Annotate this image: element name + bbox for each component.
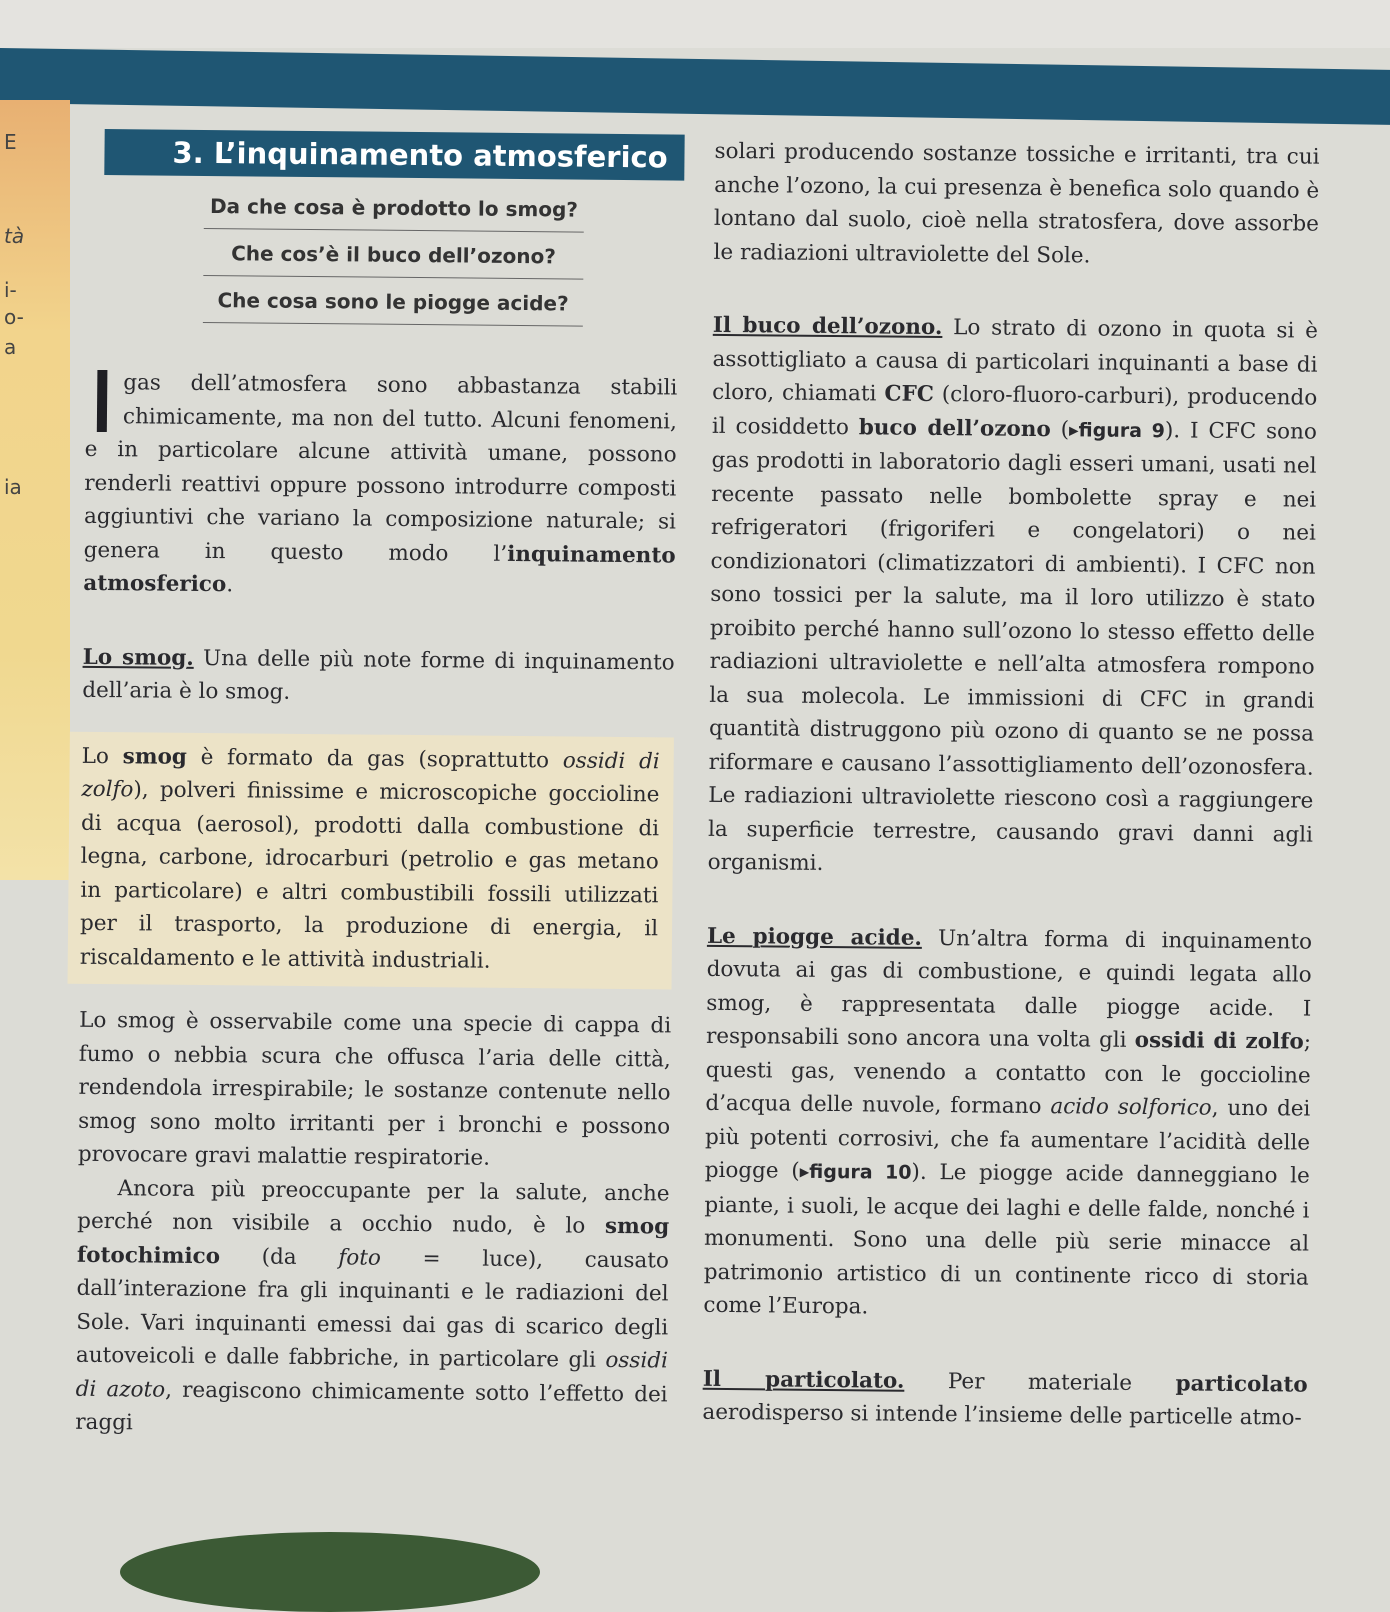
background-object xyxy=(120,1532,540,1612)
textbook-page xyxy=(0,100,1390,1577)
definition-box: Lo smog è formato da gas (soprattutto ossidi di zolfo), polveri finissime e microscopiche goccioline di acqua (aerosol), prodotti dalla combustione di legna, carbone, idrocarburi (petrolio e gas metano in particolare) e altri combustibili fossili utilizzati per il trasporto, la produzione di energia, il riscaldamento e le attività industriali. xyxy=(68,731,674,989)
key-term: ossidi di zolfo xyxy=(1134,1027,1304,1055)
drop-cap-i xyxy=(97,370,108,432)
guiding-questions xyxy=(203,190,584,335)
figure-9-reference[interactable]: ▸figura 9 xyxy=(1068,418,1166,442)
acid-rain-paragraph: Le piogge acide. Un’altra forma di inquinamento dovuta ai gas di combustione, e quindi legata allo smog, è rappresentata dalle piogge acide. I responsabili sono ancora una volta gli ossidi di zolfo; questi gas, venendo a contatto con le goccioline d’acqua delle nuvole, formano acido solforico, uno dei più potenti corrosivi, che fa aumentare l’acidità delle piogge (▸figura 10). Le piogge acide danneggiano le piante, i suoli, le acque dei laghi e delle falde, nonché i monumenti. Sono una delle più serie minacce al patrimonio artistico di un continente ricco di storia come l’Europa. xyxy=(703,923,1313,1320)
margin-letter: tà xyxy=(4,224,25,248)
key-term: smog fotochimico xyxy=(76,1213,670,1269)
margin-letter: E xyxy=(4,130,17,154)
key-term: smog xyxy=(122,743,188,770)
margin-letter: a xyxy=(4,335,17,359)
ozone-heading: Il buco dell’ozono. xyxy=(712,312,943,341)
question-item: Da che cosa è prodotto lo smog? xyxy=(204,190,584,233)
smog-heading: Lo smog. xyxy=(82,644,194,671)
right-column xyxy=(702,135,1319,1435)
particulate-paragraph: Il particolato. Per materiale particolato aerodisperso si intende l’insieme delle particelle atmo- xyxy=(702,1366,1308,1431)
intro-paragraph: gas dell’atmosfera sono abbastanza stabili chimicamente, ma non del tutto. Alcuni fenomeni, e in particolare alcune attività umane, possono renderli reattivi oppure possono introdurre composti aggiuntivi che variano la composizione naturale; si genera in questo modo l’inquinamento atmosferico. xyxy=(83,370,678,598)
key-term: CFC xyxy=(884,381,935,407)
question-item: Che cosa sono le piogge acide? xyxy=(203,284,583,327)
question-item: Che cos’è il buco dell’ozono? xyxy=(203,237,583,280)
photochemical-smog-paragraph: Ancora più preoccupante per la salute, anche perché non visibile a occhio nudo, è lo smog fotochimico (da foto = luce), causato dall’interazione fra gli inquinanti e le radiazioni del Sole. Vari inquinanti emessi dai gas di scarico degli autoveicoli e dalle fabbriche, in particolare gli ossidi di azoto, reagiscono chimicamente sotto l’effetto dei raggi xyxy=(75,1175,670,1436)
ozone-intro-paragraph: solari producendo sostanze tossiche e irritanti, tra cui anche l’ozono, la cui presenza è benefica solo quando è lontano dal suolo, cioè nella stratosfera, dove assorbe le radiazioni ultraviolette del Sole. xyxy=(713,138,1320,268)
ozone-paragraph: Il buco dell’ozono. Lo strato di ozono in quota si è assottigliato a causa di particolari inquinanti a base di cloro, chiamati CFC (cloro-fluoro-carburi), producendo il cosiddetto buco dell’ozono (▸figura 9). I CFC sono gas prodotti in laboratorio dagli esseri umani, usati nel recente passato nelle bombolette spray e nei refrigeratori (frigoriferi e congelatori) o nei condizionatori (climatizzatori di ambienti). I CFC non sono tossici per la salute, ma il loro utilizzo è stato proibito perché hanno sull’ozono lo stesso effetto delle radiazioni ultraviolette e nell’alta atmosfera rompono la sua molecola. Le immissioni di CFC in grandi quantità distruggono più ozono di quanto se ne possa riformare e causano l’assottigliamento dell’ozonosfera. Le radiazioni ultraviolette riescono così a raggiungere la superficie terrestre, causando gravi danni agli organismi. xyxy=(707,312,1318,876)
margin-letter: ia xyxy=(4,475,22,499)
key-term: buco dell’ozono xyxy=(858,414,1051,442)
section-title: 3. L’inquinamento atmosferico xyxy=(104,129,684,181)
smog-paragraph: Lo smog. Una delle più note forme di inquinamento dell’aria è lo smog. xyxy=(82,644,675,705)
left-column xyxy=(75,366,677,1445)
key-term: inquinamento atmosferico xyxy=(83,541,676,598)
margin-letter: i- xyxy=(4,278,17,302)
page-top-edge xyxy=(0,0,1390,48)
figure-10-reference[interactable]: ▸figura 10 xyxy=(799,1160,912,1184)
key-term: particolato xyxy=(1175,1370,1308,1398)
acid-rain-heading: Le piogge acide. xyxy=(706,923,923,951)
particulate-heading: Il particolato. xyxy=(702,1366,905,1394)
smog-effects-paragraph: Lo smog è osservabile come una specie di cappa di fumo o nebbia scura che offusca l’aria delle città, rendendola irrespirabile; le sostanze contenute nello smog sono molto irritanti per i bronchi e possono provocare gravi malattie respiratorie. xyxy=(77,1007,672,1171)
margin-letter: o- xyxy=(4,305,24,329)
